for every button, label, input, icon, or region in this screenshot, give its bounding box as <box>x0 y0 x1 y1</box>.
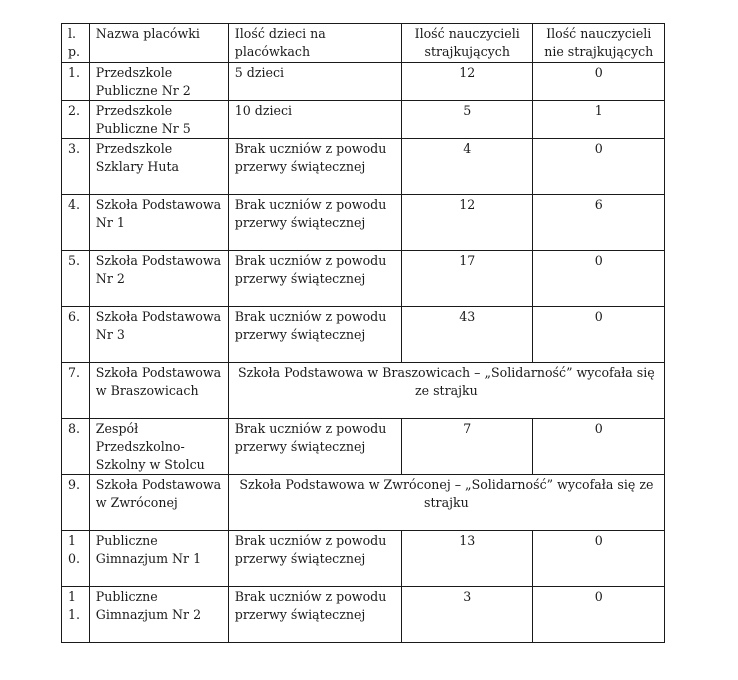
table-row <box>62 531 665 587</box>
row-striking: 5 <box>401 101 533 139</box>
row-lp: 2. <box>62 101 90 139</box>
header-not-striking: Ilość nauczycieli nie strajkujących <box>533 24 665 63</box>
row-children: Brak uczniów z powodu przerwy świątecznej <box>228 531 401 587</box>
row-name: Zespół Przedszkolno-Szkolny w Stolcu <box>89 419 228 475</box>
row-merged-note: Szkoła Podstawowa w Zwróconej – „Solidarność” wycofała się ze strajku <box>228 475 664 531</box>
row-name: Szkoła Podstawowa Nr 3 <box>89 307 228 363</box>
row-children: Brak uczniów z powodu przerwy świątecznej <box>228 419 401 475</box>
row-name: Przedszkole Publiczne Nr 2 <box>89 63 228 101</box>
row-striking: 3 <box>401 587 533 643</box>
row-lp: 6. <box>62 307 90 363</box>
table-row <box>62 587 665 643</box>
row-children: Brak uczniów z powodu przerwy świątecznej <box>228 307 401 363</box>
row-lp: 3. <box>62 139 90 195</box>
row-striking: 7 <box>401 419 533 475</box>
row-not-striking: 0 <box>533 307 665 363</box>
header-name: Nazwa placówki <box>89 24 228 63</box>
row-not-striking: 1 <box>533 101 665 139</box>
row-lp: 7. <box>62 363 90 419</box>
table-row <box>62 251 665 307</box>
row-not-striking: 0 <box>533 139 665 195</box>
row-children: Brak uczniów z powodu przerwy świątecznej <box>228 195 401 251</box>
row-striking: 17 <box>401 251 533 307</box>
row-lp: 9. <box>62 475 90 531</box>
row-name: Przedszkole Szklary Huta <box>89 139 228 195</box>
row-name: Szkoła Podstawowa w Braszowicach <box>89 363 228 419</box>
row-merged-note: Szkoła Podstawowa w Braszowicach – „Solidarność” wycofała się ze strajku <box>228 363 664 419</box>
row-name: Przedszkole Publiczne Nr 5 <box>89 101 228 139</box>
table-row <box>62 307 665 363</box>
row-striking: 12 <box>401 195 533 251</box>
table-row <box>62 475 665 531</box>
row-name: Publiczne Gimnazjum Nr 2 <box>89 587 228 643</box>
row-striking: 13 <box>401 531 533 587</box>
row-not-striking: 0 <box>533 251 665 307</box>
table-header-row <box>62 24 665 63</box>
table-row <box>62 419 665 475</box>
row-children: 5 dzieci <box>228 63 401 101</box>
row-not-striking: 0 <box>533 419 665 475</box>
row-lp: 8. <box>62 419 90 475</box>
table-row <box>62 139 665 195</box>
row-lp: 5. <box>62 251 90 307</box>
table-row <box>62 101 665 139</box>
row-children: Brak uczniów z powodu przerwy świątecznej <box>228 251 401 307</box>
row-not-striking: 0 <box>533 587 665 643</box>
row-striking: 43 <box>401 307 533 363</box>
row-lp: 11. <box>62 587 90 643</box>
header-lp: l.p. <box>62 24 90 63</box>
row-children: 10 dzieci <box>228 101 401 139</box>
header-children: Ilość dzieci na placówkach <box>228 24 401 63</box>
table-row <box>62 63 665 101</box>
table-row <box>62 363 665 419</box>
row-name: Publiczne Gimnazjum Nr 1 <box>89 531 228 587</box>
row-lp: 4. <box>62 195 90 251</box>
strike-table <box>61 23 665 643</box>
row-lp: 1. <box>62 63 90 101</box>
row-name: Szkoła Podstawowa w Zwróconej <box>89 475 228 531</box>
row-not-striking: 6 <box>533 195 665 251</box>
header-striking: Ilość nauczycieli strajkujących <box>401 24 533 63</box>
row-children: Brak uczniów z powodu przerwy świątecznej <box>228 139 401 195</box>
row-children: Brak uczniów z powodu przerwy świątecznej <box>228 587 401 643</box>
table-row <box>62 195 665 251</box>
row-lp: 10. <box>62 531 90 587</box>
row-striking: 12 <box>401 63 533 101</box>
row-name: Szkoła Podstawowa Nr 2 <box>89 251 228 307</box>
row-striking: 4 <box>401 139 533 195</box>
row-name: Szkoła Podstawowa Nr 1 <box>89 195 228 251</box>
row-not-striking: 0 <box>533 63 665 101</box>
row-not-striking: 0 <box>533 531 665 587</box>
